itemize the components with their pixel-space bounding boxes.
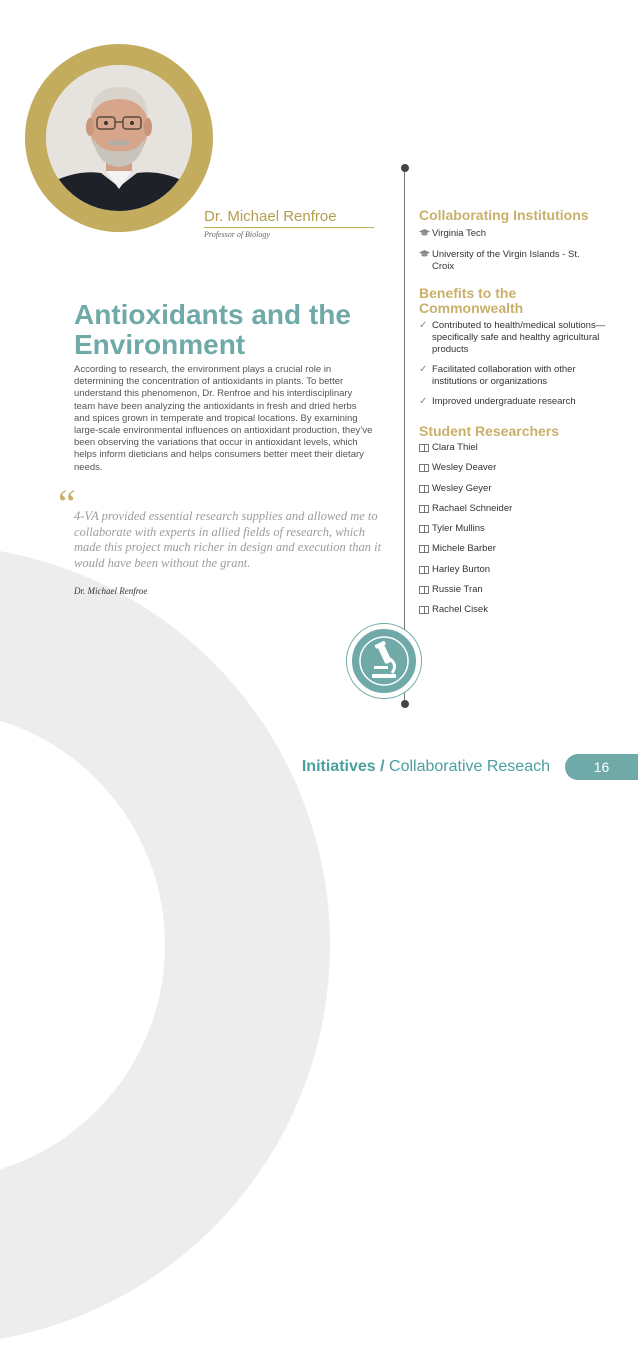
list-item xyxy=(419,228,609,241)
article-title-line2: Environment xyxy=(74,329,246,360)
article-body: According to research, the environment plays a crucial role in determining the concentration of antioxidants in plants. To better understand this phenomenon, Dr. Renfroe and his interdisciplinary team have been analyzing the antioxidants in fresh and dried herbs and spices grown in temperate and tropical locations. By examining large-scale environmental influences on antioxidant production, they’ve been observing the variations that occur in antioxidant levels, which helps inform dieticians and helps consumers better meet their dietary needs. xyxy=(74,364,373,473)
mortarboard-icon xyxy=(419,249,432,262)
collaborating-item: University of the Virgin Islands - St. Croix xyxy=(432,249,580,272)
benefit-item: Improved undergraduate research xyxy=(432,396,576,407)
student-name: Harley Burton xyxy=(432,563,491,575)
quote-attribution: Dr. Michael Renfroe xyxy=(74,586,148,596)
background-arc xyxy=(0,545,330,1345)
book-icon xyxy=(419,462,432,476)
benefit-item: Facilitated collaboration with other institutions or organizations xyxy=(432,364,576,387)
portrait-photo xyxy=(46,65,192,211)
student-name: Wesley Deaver xyxy=(432,462,497,474)
student-name: Wesley Geyer xyxy=(432,482,492,494)
timeline-dot-top xyxy=(401,164,409,172)
collaborating-heading: Collaborating Institutions xyxy=(419,207,589,223)
article-title-line1: Antioxidants and the xyxy=(74,299,351,330)
page-number: 16 xyxy=(565,754,638,780)
student-name: Tyler Mullins xyxy=(432,523,485,535)
footer-section: Initiatives xyxy=(301,758,376,775)
list-item xyxy=(419,396,609,408)
book-icon xyxy=(419,564,432,578)
name-divider xyxy=(204,227,374,228)
book-icon xyxy=(419,523,432,537)
book-icon xyxy=(419,442,432,456)
benefits-heading-line1: Benefits to the xyxy=(419,285,517,301)
checkmark-icon: ✓ xyxy=(419,320,428,331)
student-name: Rachael Schneider xyxy=(432,502,513,514)
list-item xyxy=(419,483,609,497)
student-name: Clara Thiel xyxy=(432,442,478,453)
footer-subsection: Collaborative Reseach xyxy=(389,758,550,775)
footer-breadcrumb xyxy=(302,756,550,778)
book-icon xyxy=(419,503,432,517)
list-item xyxy=(419,523,609,537)
list-item xyxy=(419,543,609,557)
microscope-icon xyxy=(352,629,416,693)
list-item xyxy=(419,320,609,356)
student-name: Rachel Cisek xyxy=(432,604,488,616)
page-footer xyxy=(0,754,638,780)
pull-quote: 4-VA provided essential research supplies and allowed me to collaborate with experts in allied fields of research, which made this project much richer in design and execution than it would have been without the grant. xyxy=(74,509,382,570)
student-name: Michele Barber xyxy=(432,543,496,555)
book-icon xyxy=(419,483,432,497)
timeline-line xyxy=(404,168,405,704)
list-item xyxy=(419,564,609,578)
student-name: Russie Tran xyxy=(432,584,483,596)
microscope-badge xyxy=(347,624,421,698)
mortarboard-icon xyxy=(419,228,432,241)
students-list xyxy=(419,442,609,625)
benefit-item: Contributed to health/medical solutions—specifically safe and healthy agricultural products xyxy=(432,320,606,355)
benefits-heading-line2: Commonwealth xyxy=(419,300,524,316)
article-title xyxy=(74,300,394,360)
list-item xyxy=(419,584,609,598)
list-item xyxy=(419,442,609,456)
list-item xyxy=(419,604,609,618)
book-icon xyxy=(419,604,432,618)
list-item xyxy=(419,503,609,517)
list-item xyxy=(419,364,609,388)
quote-mark-icon: “ xyxy=(58,481,76,526)
profile-role: Professor of Biology xyxy=(204,230,270,239)
profile-name: Dr. Michael Renfroe xyxy=(204,208,337,225)
checkmark-icon: ✓ xyxy=(419,396,428,407)
collaborating-list xyxy=(419,228,609,273)
list-item xyxy=(419,462,609,476)
book-icon xyxy=(419,584,432,598)
book-icon xyxy=(419,543,432,557)
benefits-heading xyxy=(419,286,619,316)
footer-separator: / xyxy=(375,758,390,775)
benefits-list xyxy=(419,320,609,408)
students-heading: Student Researchers xyxy=(419,423,560,439)
list-item xyxy=(419,249,609,273)
checkmark-icon: ✓ xyxy=(419,364,428,375)
timeline-dot-bottom xyxy=(401,700,409,708)
collaborating-item: Virginia Tech xyxy=(432,228,487,239)
